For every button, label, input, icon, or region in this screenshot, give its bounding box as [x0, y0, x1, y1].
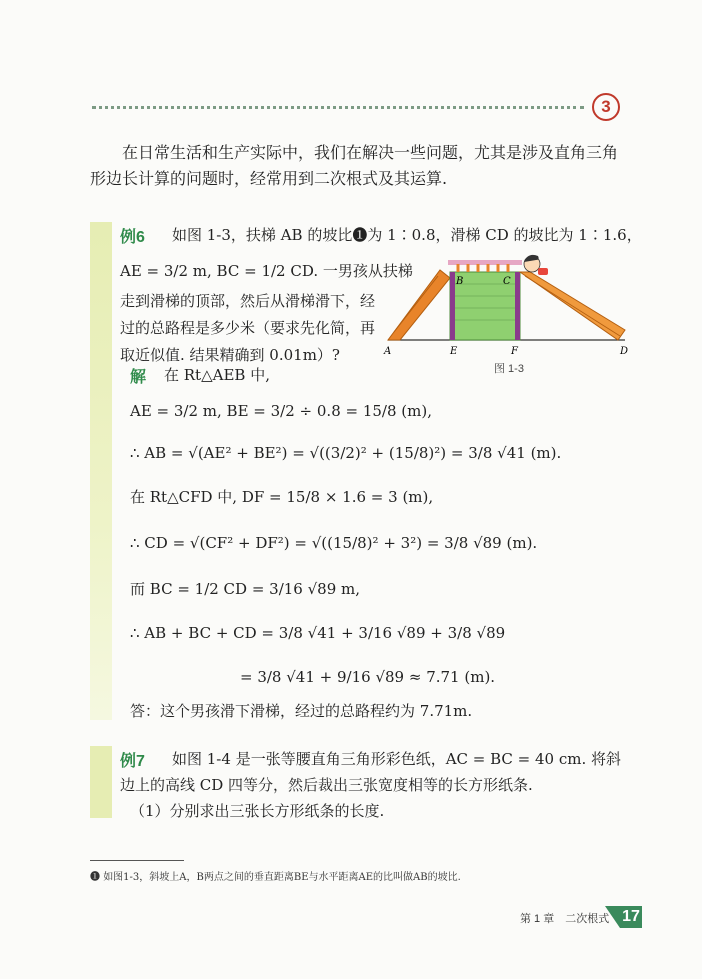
example7-line3: （1）分别求出三张长方形纸条的长度. — [130, 802, 385, 820]
example6-label: 例6 — [120, 229, 145, 246]
example6-line4: 过的总路程是多少米（要求先化简，再 — [120, 319, 376, 337]
solution-line8: = 3/8 √41 + 9/16 √89 ≈ 7.71 (m). — [240, 668, 496, 686]
example6-highlight-bar — [90, 222, 112, 720]
left-post — [450, 272, 455, 340]
point-D-label: D — [620, 346, 629, 357]
figure-caption: 图 1-3 — [494, 363, 524, 375]
example6-line3: 走到滑梯的顶部，然后从滑梯滑下，经 — [120, 292, 376, 310]
footnote-text: 如图1-3，斜坡上A，B两点之间的垂直距离BE与水平距离AE的比叫做AB的坡比. — [103, 872, 461, 883]
point-F-label: F — [511, 346, 518, 357]
slide-figure — [380, 250, 640, 360]
header-dotted-rule — [92, 106, 584, 109]
footnote-rule — [90, 860, 184, 861]
intro-paragraph: 在日常生活和生产实际中，我们在解决一些问题，尤其是涉及直角三角形边长计算的问题时，经常用到二次根式及其运算. — [90, 143, 619, 188]
solution-label: 解 — [130, 369, 147, 386]
example7-line1: 如图 1-4 是一张等腰直角三角形彩色纸，AC = BC = 40 cm. 将斜 — [172, 750, 622, 768]
footnote-mark: ❶ — [90, 872, 100, 883]
ladder-shape — [388, 270, 450, 340]
solution-line7: ∴ AB + BC + CD = 3/8 √41 + 3/16 √89 + 3/8 √89 — [130, 624, 506, 642]
answer-line: 答：这个男孩滑下滑梯，经过的总路程约为 7.71m. — [130, 702, 473, 720]
solution-line2: AE = 3/2 m, BE = 3/2 ÷ 0.8 = 15/8 (m), — [130, 402, 432, 420]
solution-line3: ∴ AB = √(AE² + BE²) = √((3/2)² + (15/8)²) = 3/8 √41 (m). — [130, 444, 562, 462]
example6-line2: AE = 3/2 m, BC = 1/2 CD. 一男孩从扶梯 — [120, 262, 413, 280]
right-post — [515, 272, 520, 340]
solution-line5: ∴ CD = √(CF² + DF²) = √((15/8)² + 3²) = 3/8 √89 (m). — [130, 534, 538, 552]
example6-line1: 如图 1-3，扶梯 AB 的坡比❶为 1∶0.8，滑梯 CD 的坡比为 1∶1.6， — [172, 226, 642, 244]
point-C-label: C — [503, 276, 511, 287]
point-A-label: A — [384, 346, 392, 357]
example7-label: 例7 — [120, 753, 145, 770]
footnote — [90, 868, 461, 883]
solution-line1: 在 Rt△AEB 中, — [164, 366, 270, 384]
page-number: 17 — [620, 906, 642, 928]
example7-line2: 边上的高线 CD 四等分，然后裁出三张宽度相等的长方形纸条. — [120, 776, 533, 794]
example6-line5: 取近似值. 结果精确到 0.01m）? — [120, 346, 340, 364]
page-tab-corner — [605, 906, 620, 928]
chapter-label: 第 1 章 二次根式 — [520, 913, 610, 925]
section-number-badge: 3 — [592, 93, 620, 121]
point-B-label: B — [456, 276, 464, 287]
example7-highlight-bar — [90, 746, 112, 818]
solution-line6: 而 BC = 1/2 CD = 3/16 √89 m, — [130, 580, 361, 598]
railing-bars — [458, 264, 508, 272]
solution-line4: 在 Rt△CFD 中, DF = 15/8 × 1.6 = 3 (m), — [130, 488, 434, 506]
point-E-label: E — [450, 346, 458, 357]
